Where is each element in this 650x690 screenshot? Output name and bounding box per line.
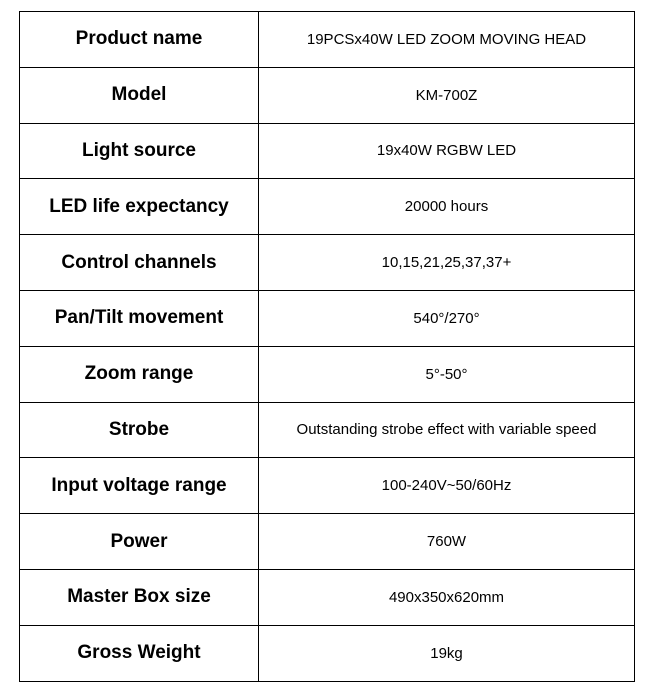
spec-value: 100-240V~50/60Hz bbox=[259, 458, 635, 514]
spec-value: 5°-50° bbox=[259, 346, 635, 402]
spec-label: Gross Weight bbox=[20, 625, 259, 681]
spec-label: Pan/Tilt movement bbox=[20, 290, 259, 346]
spec-label: Control channels bbox=[20, 235, 259, 291]
spec-label: Power bbox=[20, 514, 259, 570]
spec-label: Product name bbox=[20, 12, 259, 68]
table-row-input-voltage bbox=[20, 458, 635, 514]
table-row-zoom-range bbox=[20, 346, 635, 402]
spec-value: KM-700Z bbox=[259, 67, 635, 123]
spec-value: 19PCSx40W LED ZOOM MOVING HEAD bbox=[259, 12, 635, 68]
table-row-control-channels bbox=[20, 235, 635, 291]
spec-label: Zoom range bbox=[20, 346, 259, 402]
spec-value: 490x350x620mm bbox=[259, 569, 635, 625]
spec-value: 540°/270° bbox=[259, 290, 635, 346]
spec-table bbox=[19, 11, 635, 682]
spec-value: 10,15,21,25,37,37+ bbox=[259, 235, 635, 291]
table-row-strobe bbox=[20, 402, 635, 458]
table-row-power bbox=[20, 514, 635, 570]
table-row-pan-tilt bbox=[20, 290, 635, 346]
table-row-product-name bbox=[20, 12, 635, 68]
spec-label: Light source bbox=[20, 123, 259, 179]
spec-value: 760W bbox=[259, 514, 635, 570]
table-row-light-source bbox=[20, 123, 635, 179]
spec-value: 20000 hours bbox=[259, 179, 635, 235]
spec-label: Strobe bbox=[20, 402, 259, 458]
table-row-model bbox=[20, 67, 635, 123]
table-row-led-life bbox=[20, 179, 635, 235]
spec-value: Outstanding strobe effect with variable speed bbox=[259, 402, 635, 458]
spec-label: Model bbox=[20, 67, 259, 123]
table-row-master-box-size bbox=[20, 569, 635, 625]
spec-label: Master Box size bbox=[20, 569, 259, 625]
table-row-gross-weight bbox=[20, 625, 635, 681]
spec-label: LED life expectancy bbox=[20, 179, 259, 235]
spec-value: 19x40W RGBW LED bbox=[259, 123, 635, 179]
spec-label: Input voltage range bbox=[20, 458, 259, 514]
spec-value: 19kg bbox=[259, 625, 635, 681]
